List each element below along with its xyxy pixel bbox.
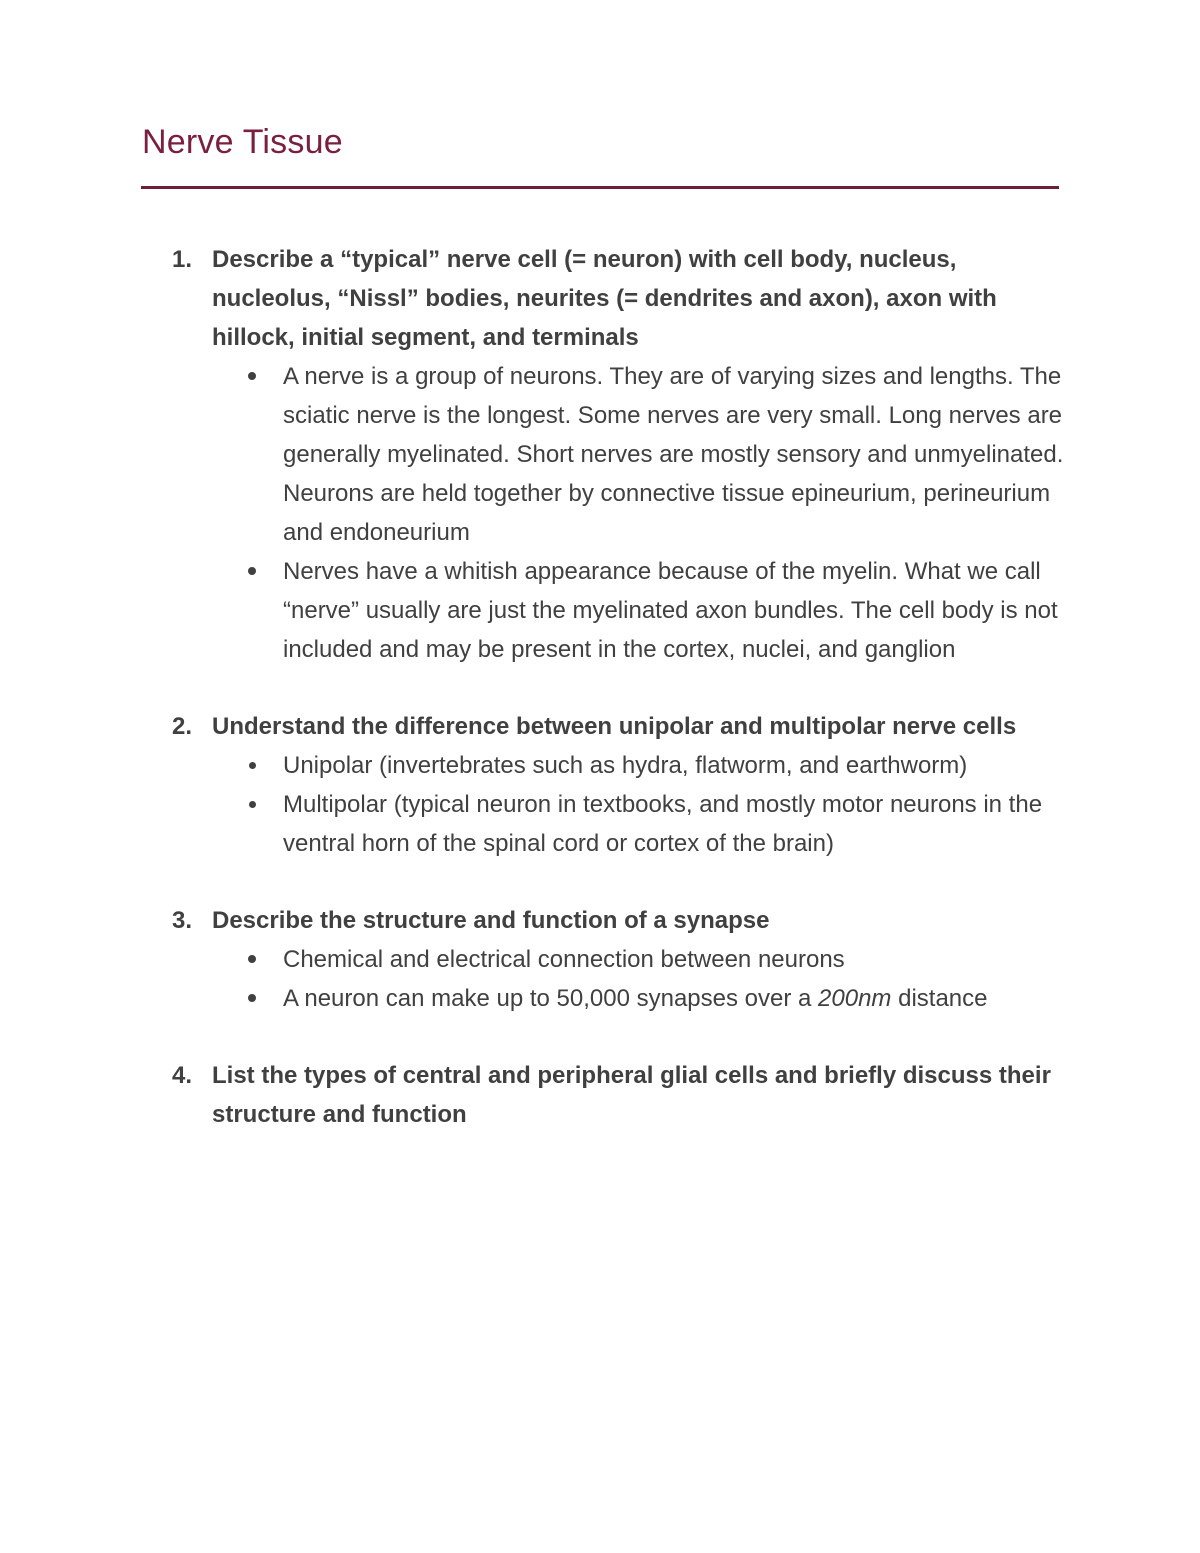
- answer-bullet: [283, 552, 1068, 669]
- answer-bullet: [283, 940, 1068, 979]
- answer-bullet: [283, 357, 1068, 552]
- question-item: [0, 240, 1200, 669]
- bullet-text-before: A neuron can make up to 50,000 synapses over a: [283, 985, 819, 1012]
- question-text: Understand the difference between unipolar and multipolar nerve cells: [212, 713, 1017, 740]
- question-text: Describe a “typical” nerve cell (= neuron) with cell body, nucleus, nucleolus, “Nissl” bodies, neurites (= dendrites and axon), axon with hillock, initial segment, and terminals: [212, 246, 997, 351]
- bullet-text: Chemical and electrical connection between neurons: [283, 946, 845, 973]
- question-text: List the types of central and peripheral glial cells and briefly discuss their structure and function: [212, 1062, 1051, 1128]
- bullet-dot-icon: [249, 801, 256, 808]
- bullet-text: Unipolar (invertebrates such as hydra, flatworm, and earthworm): [283, 752, 968, 779]
- question-number: 1.: [172, 246, 193, 273]
- bullet-dot-icon: [248, 955, 256, 963]
- bullet-text-italic: 200nm: [818, 985, 892, 1012]
- answer-bullets: [0, 357, 1200, 669]
- bullet-dot-icon: [249, 762, 256, 769]
- bullet-text: Multipolar (typical neuron in textbooks, and mostly motor neurons in the ventral horn of the spinal cord or cortex of the brain): [283, 791, 1043, 857]
- answer-bullet: [283, 746, 1068, 785]
- question-item: [0, 901, 1200, 1018]
- question-number: 4.: [172, 1062, 193, 1089]
- answer-bullets: [0, 940, 1200, 1018]
- question-number: 2.: [172, 713, 193, 740]
- bullet-text: Nerves have a whitish appearance because of the myelin. What we call “nerve” usually are just the myelinated axon bundles. The cell body is not included and may be present in the cortex, nuclei, and ganglion: [283, 558, 1058, 663]
- answer-bullets: [0, 746, 1200, 863]
- question-text: Describe the structure and function of a synapse: [212, 907, 770, 934]
- question-item: [0, 1056, 1200, 1134]
- question-item: [0, 707, 1200, 863]
- page-title: Nerve Tissue: [142, 123, 343, 161]
- bullet-dot-icon: [248, 567, 256, 575]
- answer-bullet: [283, 979, 1068, 1018]
- bullet-dot-icon: [248, 372, 256, 380]
- bullet-text-after: distance: [891, 985, 988, 1012]
- question-list: [0, 240, 1200, 1172]
- bullet-text: A nerve is a group of neurons. They are of varying sizes and lengths. The sciatic nerve is the longest. Some nerves are very small. Long nerves are generally myelinated. Short nerves are mostly sensory and unmyelinated. Neurons are held together by connective tissue epineurium, perineurium and endoneurium: [283, 363, 1064, 546]
- bullet-dot-icon: [248, 994, 256, 1002]
- title-divider: [141, 186, 1059, 189]
- question-number: 3.: [172, 907, 193, 934]
- answer-bullet: [283, 785, 1068, 863]
